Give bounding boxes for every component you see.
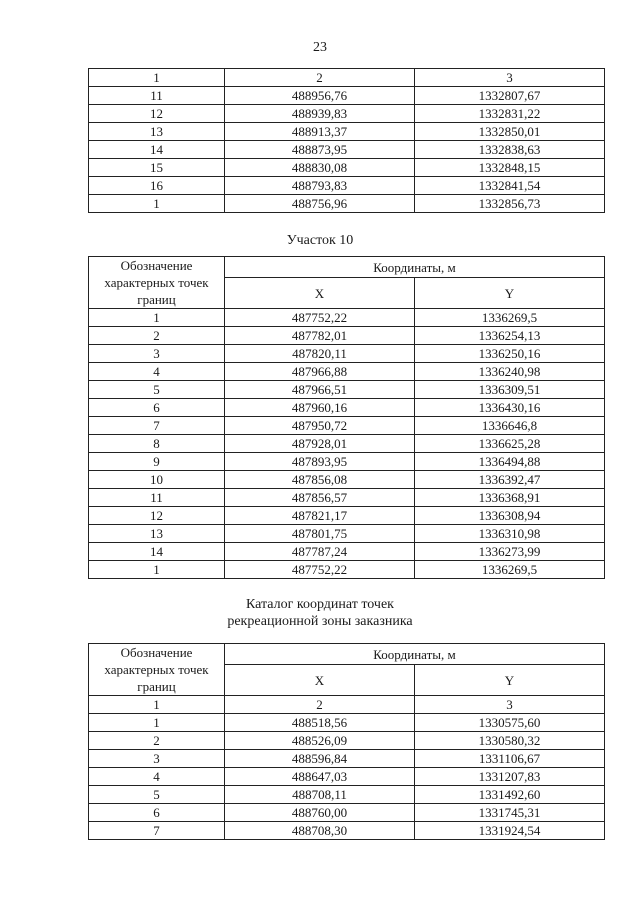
x-coordinate-cell: 487966,88	[225, 363, 415, 381]
page-number: 23	[313, 40, 327, 55]
table-row	[89, 489, 605, 507]
x-coordinate-cell: 487856,08	[225, 471, 415, 489]
x-coordinate-cell: 487966,51	[225, 381, 415, 399]
table-row	[89, 105, 605, 123]
x-coordinate-cell: 488708,30	[225, 822, 415, 840]
y-coordinate-cell: 1336240,98	[415, 363, 605, 381]
point-number-cell: 1	[89, 195, 225, 213]
column-number-2: 2	[225, 696, 415, 714]
x-coordinate-cell: 487928,01	[225, 435, 415, 453]
table-header-row	[89, 69, 605, 87]
section-title: Участок 10	[286, 233, 354, 248]
table-row	[89, 159, 605, 177]
y-coordinate-cell: 1330575,60	[415, 714, 605, 732]
y-coordinate-cell: 1332831,22	[415, 105, 605, 123]
point-number-cell: 14	[89, 543, 225, 561]
point-number-cell: 3	[89, 750, 225, 768]
table-row	[89, 768, 605, 786]
point-number-cell: 3	[89, 345, 225, 363]
y-coordinate-cell: 1336250,16	[415, 345, 605, 363]
table-row	[89, 141, 605, 159]
table-body	[89, 69, 605, 213]
table-row	[89, 453, 605, 471]
y-coordinate-cell: 1336625,28	[415, 435, 605, 453]
table-row	[89, 417, 605, 435]
point-number-cell: 2	[89, 327, 225, 345]
x-header: X	[225, 278, 415, 309]
table-row	[89, 195, 605, 213]
coordinates-table-continued	[88, 68, 605, 213]
table-numbering-row	[89, 696, 605, 714]
point-number-cell: 6	[89, 804, 225, 822]
column-number-1: 1	[89, 69, 225, 87]
column-number-3: 3	[415, 69, 605, 87]
y-coordinate-cell: 1336254,13	[415, 327, 605, 345]
table-row	[89, 804, 605, 822]
x-coordinate-cell: 487801,75	[225, 525, 415, 543]
x-coordinate-cell: 488956,76	[225, 87, 415, 105]
x-coordinate-cell: 488793,83	[225, 177, 415, 195]
point-number-cell: 7	[89, 417, 225, 435]
x-coordinate-cell: 487893,95	[225, 453, 415, 471]
x-coordinate-cell: 487960,16	[225, 399, 415, 417]
x-coordinate-cell: 487752,22	[225, 561, 415, 579]
point-number-cell: 14	[89, 141, 225, 159]
x-coordinate-cell: 488596,84	[225, 750, 415, 768]
point-number-cell: 7	[89, 822, 225, 840]
table-row	[89, 327, 605, 345]
point-number-cell: 4	[89, 768, 225, 786]
table-row	[89, 363, 605, 381]
x-coordinate-cell: 488756,96	[225, 195, 415, 213]
table-header-row	[89, 644, 605, 665]
table-body	[89, 644, 605, 840]
x-coordinate-cell: 487821,17	[225, 507, 415, 525]
x-header: X	[225, 665, 415, 696]
point-number-cell: 9	[89, 453, 225, 471]
table-row	[89, 177, 605, 195]
y-coordinate-cell: 1336494,88	[415, 453, 605, 471]
y-coordinate-cell: 1336269,5	[415, 309, 605, 327]
table-row	[89, 714, 605, 732]
y-coordinate-cell: 1336430,16	[415, 399, 605, 417]
y-coordinate-cell: 1332838,63	[415, 141, 605, 159]
table-row	[89, 123, 605, 141]
table-row	[89, 309, 605, 327]
x-coordinate-cell: 487752,22	[225, 309, 415, 327]
table-header-row	[89, 257, 605, 278]
y-header: Y	[415, 278, 605, 309]
x-coordinate-cell: 487856,57	[225, 489, 415, 507]
point-number-cell: 8	[89, 435, 225, 453]
table-row	[89, 543, 605, 561]
x-coordinate-cell: 488830,08	[225, 159, 415, 177]
column-number-2: 2	[225, 69, 415, 87]
y-coordinate-cell: 1332848,15	[415, 159, 605, 177]
y-coordinate-cell: 1336269,5	[415, 561, 605, 579]
point-number-cell: 1	[89, 561, 225, 579]
column-number-3: 3	[415, 696, 605, 714]
point-number-cell: 2	[89, 732, 225, 750]
y-coordinate-cell: 1331492,60	[415, 786, 605, 804]
y-coordinate-cell: 1336646,8	[415, 417, 605, 435]
x-coordinate-cell: 488913,37	[225, 123, 415, 141]
table-row	[89, 381, 605, 399]
x-coordinate-cell: 488518,56	[225, 714, 415, 732]
point-number-cell: 12	[89, 105, 225, 123]
y-coordinate-cell: 1331207,83	[415, 768, 605, 786]
point-designation-header: Обозначение характерных точек границ	[89, 257, 225, 309]
x-coordinate-cell: 488760,00	[225, 804, 415, 822]
point-number-cell: 4	[89, 363, 225, 381]
x-coordinate-cell: 488873,95	[225, 141, 415, 159]
y-header: Y	[415, 665, 605, 696]
coordinates-table-section-10	[88, 256, 605, 579]
coordinates-table-recreation-zone	[88, 643, 605, 840]
point-number-cell: 16	[89, 177, 225, 195]
y-coordinate-cell: 1332841,54	[415, 177, 605, 195]
y-coordinate-cell: 1332850,01	[415, 123, 605, 141]
x-coordinate-cell: 487782,01	[225, 327, 415, 345]
x-coordinate-cell: 488526,09	[225, 732, 415, 750]
table-row	[89, 732, 605, 750]
y-coordinate-cell: 1336273,99	[415, 543, 605, 561]
point-number-cell: 11	[89, 489, 225, 507]
table-row	[89, 561, 605, 579]
catalog-title-line-1: Каталог координат точек	[246, 597, 394, 612]
point-designation-header: Обозначение характерных точек границ	[89, 644, 225, 696]
y-coordinate-cell: 1336308,94	[415, 507, 605, 525]
point-number-cell: 10	[89, 471, 225, 489]
point-number-cell: 1	[89, 309, 225, 327]
table-row	[89, 507, 605, 525]
y-coordinate-cell: 1331924,54	[415, 822, 605, 840]
y-coordinate-cell: 1336310,98	[415, 525, 605, 543]
y-coordinate-cell: 1330580,32	[415, 732, 605, 750]
point-number-cell: 5	[89, 381, 225, 399]
table-row	[89, 87, 605, 105]
catalog-title-line-2: рекреационной зоны заказника	[227, 614, 413, 629]
x-coordinate-cell: 488939,83	[225, 105, 415, 123]
point-number-cell: 11	[89, 87, 225, 105]
x-coordinate-cell: 488708,11	[225, 786, 415, 804]
x-coordinate-cell: 488647,03	[225, 768, 415, 786]
point-number-cell: 6	[89, 399, 225, 417]
point-number-cell: 13	[89, 123, 225, 141]
table-row	[89, 786, 605, 804]
table-row	[89, 525, 605, 543]
table-row	[89, 435, 605, 453]
table-body	[89, 257, 605, 579]
table-row	[89, 471, 605, 489]
point-number-cell: 5	[89, 786, 225, 804]
table-row	[89, 345, 605, 363]
x-coordinate-cell: 487787,24	[225, 543, 415, 561]
point-number-cell: 13	[89, 525, 225, 543]
y-coordinate-cell: 1331745,31	[415, 804, 605, 822]
column-number-1: 1	[89, 696, 225, 714]
y-coordinate-cell: 1336309,51	[415, 381, 605, 399]
point-number-cell: 1	[89, 714, 225, 732]
x-coordinate-cell: 487950,72	[225, 417, 415, 435]
table-row	[89, 399, 605, 417]
x-coordinate-cell: 487820,11	[225, 345, 415, 363]
y-coordinate-cell: 1331106,67	[415, 750, 605, 768]
y-coordinate-cell: 1336392,47	[415, 471, 605, 489]
coordinates-header: Координаты, м	[225, 644, 605, 665]
point-number-cell: 15	[89, 159, 225, 177]
y-coordinate-cell: 1332807,67	[415, 87, 605, 105]
table-row	[89, 750, 605, 768]
coordinates-header: Координаты, м	[225, 257, 605, 278]
point-number-cell: 12	[89, 507, 225, 525]
y-coordinate-cell: 1332856,73	[415, 195, 605, 213]
y-coordinate-cell: 1336368,91	[415, 489, 605, 507]
table-row	[89, 822, 605, 840]
